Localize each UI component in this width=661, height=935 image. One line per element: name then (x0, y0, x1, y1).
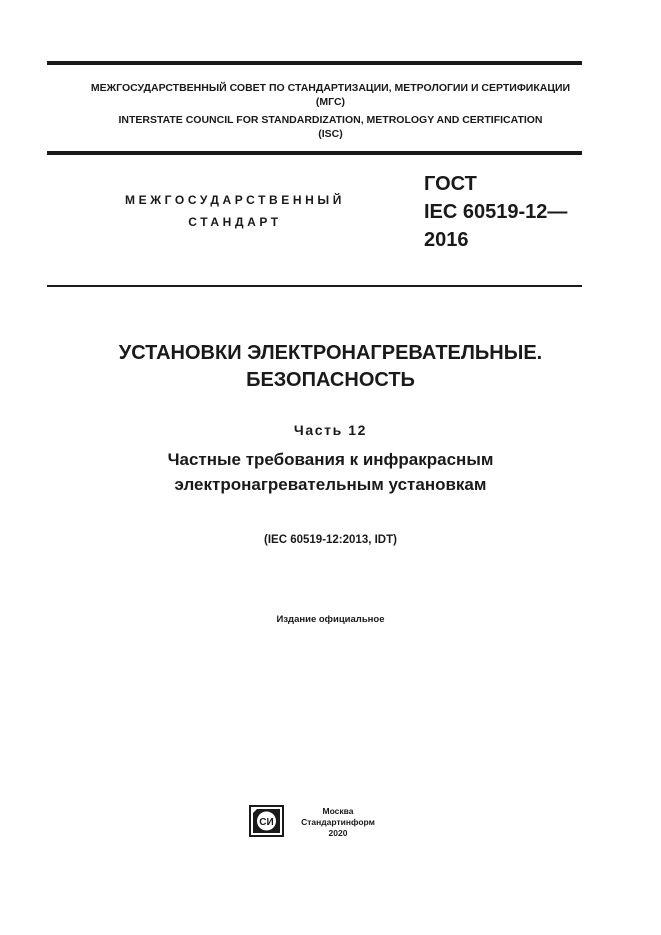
document-title-line2: БЕЗОПАСНОСТЬ (246, 369, 415, 391)
designation-line3: 2016 (424, 229, 469, 251)
part-title-line2: электронагревательным установкам (174, 475, 487, 494)
document-title-line1: УСТАНОВКИ ЭЛЕКТРОНАГРЕВАТЕЛЬНЫЕ. (118, 342, 543, 364)
designation-line2: IEC 60519-12— (424, 201, 568, 223)
publisher-block (296, 806, 380, 839)
part-title-line1: Частные требования к инфракрасным (167, 450, 494, 469)
designation-line1: ГОСТ (424, 173, 477, 195)
standard-type (100, 189, 370, 233)
standard-type-line1: МЕЖГОСУДАРСТВЕННЫЙ (125, 193, 345, 207)
council-abbr-en: (ISC) (318, 128, 343, 140)
publisher-city: Москва (322, 806, 354, 816)
publisher-year: 2020 (328, 828, 348, 838)
publisher-name: Стандартинформ (301, 817, 375, 827)
council-abbr-ru: (МГС) (315, 96, 346, 108)
standard-designation (424, 170, 567, 254)
edition-label: Издание официальное (276, 614, 385, 625)
standartinform-logo (249, 805, 284, 837)
council-name-ru: МЕЖГОСУДАРСТВЕННЫЙ СОВЕТ ПО СТАНДАРТИЗАЦИИ, МЕТРОЛОГИИ И СЕРТИФИКАЦИИ (90, 82, 571, 94)
logo-text: СИ (259, 817, 274, 828)
top-rule (47, 61, 582, 65)
standard-type-line2: СТАНДАРТ (188, 215, 282, 229)
part-number: Часть 12 (293, 422, 368, 438)
header-rule (47, 285, 582, 287)
council-name-en: INTERSTATE COUNCIL FOR STANDARDIZATION, METROLOGY AND CERTIFICATION (118, 114, 543, 126)
council-rule (47, 151, 582, 155)
iec-reference: (IEC 60519-12:2013, IDT) (264, 534, 397, 546)
